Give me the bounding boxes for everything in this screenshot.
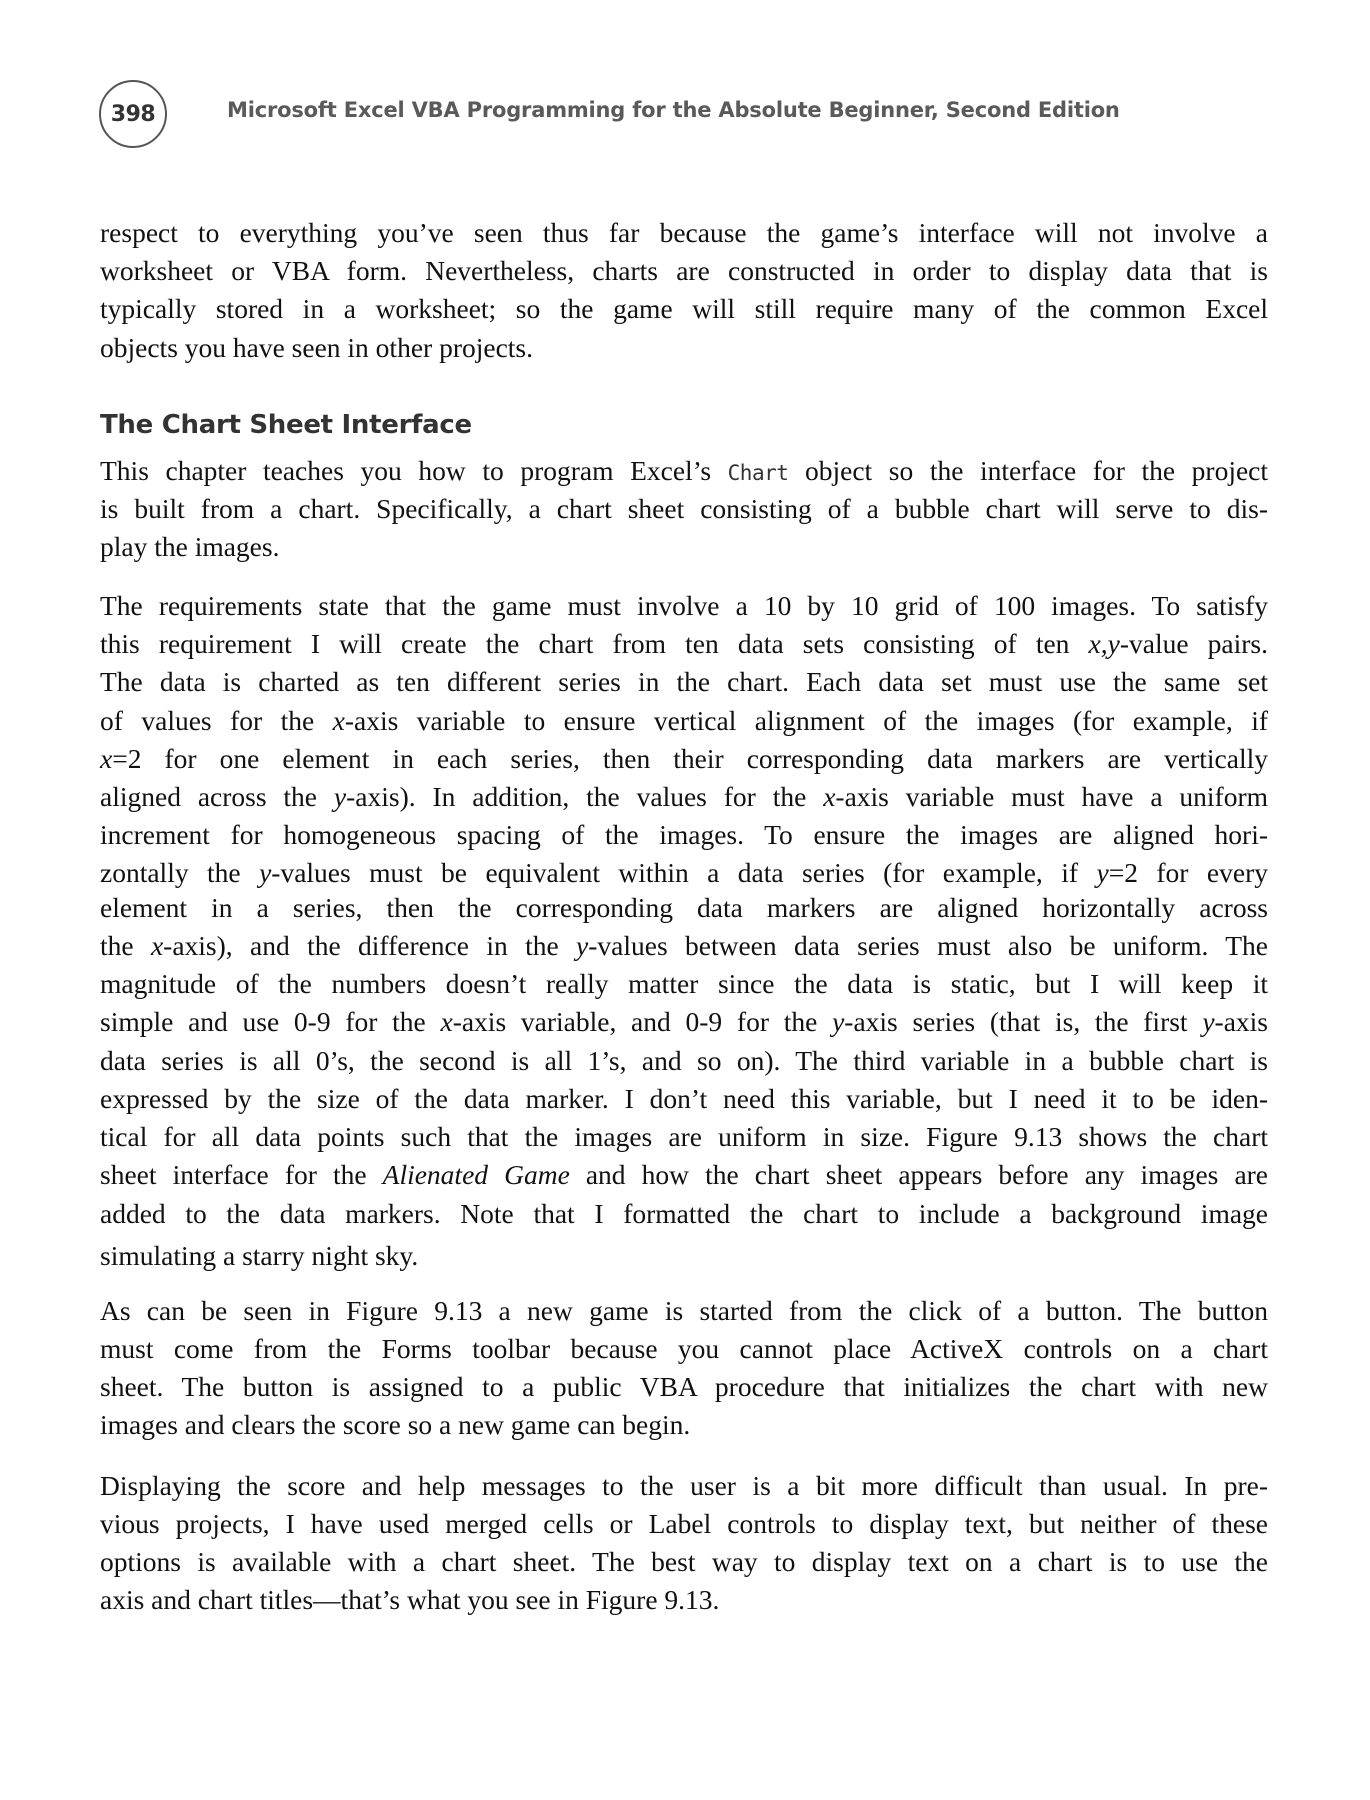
italic-text: y <box>333 781 347 812</box>
text-run: -axis). In addition, the values for the <box>346 781 824 812</box>
paragraph-line <box>100 292 1268 326</box>
italic-text: y <box>259 857 272 888</box>
paragraph-line <box>100 1507 1268 1541</box>
paragraph-line <box>100 254 1268 288</box>
paragraph-line <box>100 818 1268 852</box>
text-run: must come from the Forms toolbar because you cannot place ActiveX controls on a chart <box>100 1333 1268 1364</box>
text-run: -values must be equivalent within a data series (for example, if <box>271 857 1097 888</box>
text-run: This chapter teaches you how to program Excel’s <box>100 455 728 486</box>
text-run: simple and use 0-9 for the <box>100 1006 441 1037</box>
paragraph-line <box>100 665 1268 699</box>
text-run: this requirement I will create the chart from ten data sets consisting of ten <box>100 628 1089 659</box>
text-run: sheet. The button is assigned to a public VBA procedure that initializes the chart with new <box>100 1371 1268 1402</box>
paragraph-line <box>100 856 1268 890</box>
paragraph-line <box>100 1545 1268 1579</box>
paragraph-line <box>100 1120 1268 1154</box>
text-run: expressed by the size of the data marker. I don’t need this variable, but I need it to be iden- <box>100 1083 1268 1114</box>
paragraph-line <box>100 216 1268 250</box>
italic-text: y <box>832 1006 845 1037</box>
text-run: -axis series (that is, the first <box>844 1006 1203 1037</box>
text-run: increment for homogeneous spacing of the images. To ensure the images are aligned hori- <box>100 819 1268 850</box>
text-run: -axis variable to ensure vertical alignment of the images (for example, if <box>344 705 1268 736</box>
italic-text: x <box>823 781 836 812</box>
paragraph-line <box>100 1082 1268 1116</box>
text-run: data series is all 0’s, the second is all 1’s, and so on). The third variable in a bubble chart is <box>100 1045 1268 1076</box>
italic-text: x <box>100 743 113 774</box>
paragraph-line <box>100 1370 1268 1404</box>
text-run: aligned across the <box>100 781 334 812</box>
italic-text: x,y <box>1088 628 1120 659</box>
paragraph-line <box>100 1332 1268 1366</box>
paragraph-line <box>100 331 1268 365</box>
italic-text: Alienated Game <box>382 1159 570 1190</box>
text-run: of values for the <box>100 705 333 736</box>
text-run: -axis variable, and 0-9 for the <box>452 1006 833 1037</box>
text-run: typically stored in a worksheet; so the game will still require many of the common Excel <box>100 293 1268 324</box>
running-header: Microsoft Excel VBA Programming for the Absolute Beginner, Second Edition <box>227 98 1120 122</box>
italic-text: y <box>1096 857 1109 888</box>
text-run: element in a series, then the corresponding data markers are aligned horizontally across <box>100 892 1268 923</box>
paragraph-line <box>100 891 1268 925</box>
text-run: play the images. <box>100 531 280 562</box>
paragraph-line <box>100 1583 1268 1617</box>
text-run: vious projects, I have used merged cells or Label controls to display text, but neither of these <box>100 1508 1268 1539</box>
paragraph-line <box>100 1158 1268 1192</box>
text-run: =2 for one element in each series, then their corresponding data markers are vertically <box>112 743 1268 774</box>
paragraph-line <box>100 929 1268 963</box>
text-run: the <box>100 930 151 961</box>
inline-code: Chart <box>727 461 789 485</box>
italic-text: x <box>440 1006 453 1037</box>
text-run: Displaying the score and help messages to the user is a bit more difficult than usual. In pre- <box>100 1470 1268 1501</box>
text-run: respect to everything you’ve seen thus far because the game’s interface will not involve a <box>100 217 1268 248</box>
page-number-badge <box>99 80 167 148</box>
text-run: -axis), and the difference in the <box>163 930 577 961</box>
text-run: -values between data series must also be uniform. The <box>588 930 1268 961</box>
paragraph-line <box>100 1044 1268 1078</box>
text-run: The requirements state that the game must involve a 10 by 10 grid of 100 images. To satisfy <box>100 590 1268 621</box>
italic-text: y <box>1202 1006 1215 1037</box>
text-run: =2 for every <box>1108 857 1268 888</box>
text-run: options is available with a chart sheet. The best way to display text on a chart is to use the <box>100 1546 1268 1577</box>
paragraph-line <box>100 1005 1268 1039</box>
italic-text: y <box>576 930 589 961</box>
text-run: -axis variable must have a uniform <box>835 781 1268 812</box>
text-run: is built from a chart. Specifically, a chart sheet consisting of a bubble chart will serve to dis- <box>100 493 1268 524</box>
paragraph-line <box>100 1294 1268 1328</box>
paragraph-line <box>100 530 1268 564</box>
text-run: axis and chart titles—that’s what you see in Figure 9.13. <box>100 1584 720 1615</box>
paragraph-line <box>100 454 1268 488</box>
paragraph-line <box>100 627 1268 661</box>
paragraph-line <box>100 1239 1268 1273</box>
text-run: sheet interface for the <box>100 1159 383 1190</box>
text-run: zontally the <box>100 857 260 888</box>
italic-text: x <box>332 705 345 736</box>
text-run: As can be seen in Figure 9.13 a new game is started from the click of a button. The button <box>100 1295 1268 1326</box>
paragraph-line <box>100 1408 1268 1442</box>
text-run: tical for all data points such that the images are uniform in size. Figure 9.13 shows the chart <box>100 1121 1268 1152</box>
text-run: magnitude of the numbers doesn’t really matter since the data is static, but I will keep it <box>100 968 1268 999</box>
text-run: and how the chart sheet appears before any images are <box>569 1159 1269 1190</box>
text-run: object so the interface for the project <box>788 455 1269 486</box>
text-run: -value pairs. <box>1119 628 1269 659</box>
paragraph-line <box>100 1469 1268 1503</box>
text-run: added to the data markers. Note that I formatted the chart to include a background image <box>100 1198 1268 1229</box>
paragraph-line <box>100 742 1268 776</box>
page-number: 398 <box>110 101 156 127</box>
paragraph-line <box>100 1197 1268 1231</box>
text-run: images and clears the score so a new game can begin. <box>100 1409 691 1440</box>
text-run: -axis <box>1214 1006 1268 1037</box>
text-run: simulating a starry night sky. <box>100 1240 419 1271</box>
paragraph-line <box>100 492 1268 526</box>
text-run: worksheet or VBA form. Nevertheless, charts are constructed in order to display data that is <box>100 255 1268 286</box>
paragraph-line <box>100 704 1268 738</box>
text-run: objects you have seen in other projects. <box>100 332 533 363</box>
section-heading: The Chart Sheet Interface <box>100 410 472 440</box>
paragraph-line <box>100 780 1268 814</box>
paragraph-line <box>100 589 1268 623</box>
paragraph-line <box>100 967 1268 1001</box>
text-run: The data is charted as ten different series in the chart. Each data set must use the same set <box>100 666 1268 697</box>
italic-text: x <box>150 930 164 961</box>
